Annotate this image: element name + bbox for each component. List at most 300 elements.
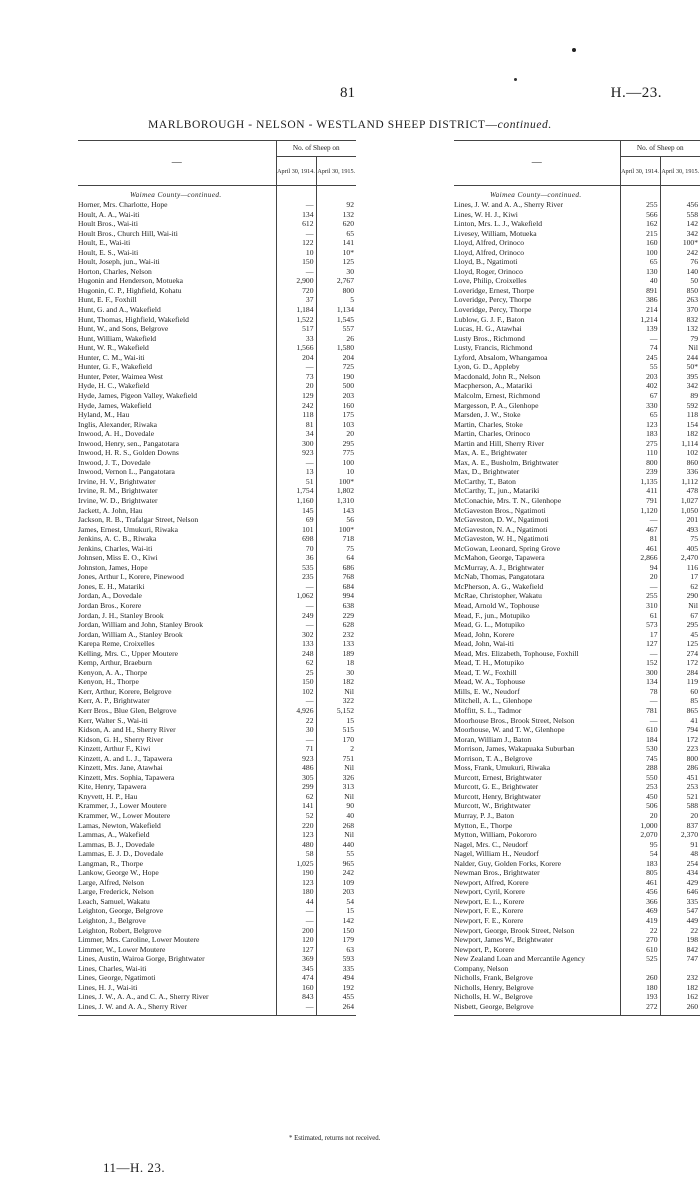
table-row bbox=[78, 267, 356, 277]
sheep-1914-cell: — bbox=[276, 362, 316, 372]
owner-name-cell: Moorhouse Bros., Brook Street, Nelson bbox=[454, 715, 575, 725]
sheep-1914-cell: 127 bbox=[620, 639, 660, 649]
sheep-1914-cell: — bbox=[276, 1002, 316, 1012]
table-row bbox=[78, 744, 356, 754]
sheep-1914-cell: 25 bbox=[276, 668, 316, 678]
owner-name-cell: Nicholls, H. W., Belgrove bbox=[454, 992, 533, 1002]
table-row bbox=[78, 496, 356, 506]
owner-name-cell: Love, Philip, Croixelles bbox=[454, 276, 527, 286]
sheep-1914-cell: 2,070 bbox=[620, 830, 660, 840]
sheep-1915-cell: 64 bbox=[316, 553, 356, 563]
table-row bbox=[78, 534, 356, 544]
table-row bbox=[454, 687, 700, 697]
sheep-1915-cell: 204 bbox=[316, 353, 356, 363]
sheep-1914-cell: 566 bbox=[620, 210, 660, 220]
sheep-1915-cell: 638 bbox=[316, 601, 356, 611]
owner-name-cell: Livesey, William, Motueka bbox=[454, 228, 537, 238]
sheep-1915-cell: 20 bbox=[660, 811, 700, 821]
sheep-1914-cell: 183 bbox=[620, 429, 660, 439]
table-row bbox=[78, 219, 356, 229]
owner-name-cell: Newport, Alfred, Korere bbox=[454, 877, 529, 887]
table-row bbox=[78, 906, 356, 916]
owner-name-cell: Lloyd, Alfred, Orinoco bbox=[454, 247, 525, 257]
table-row bbox=[454, 725, 700, 735]
sheep-1914-cell: 2,866 bbox=[620, 553, 660, 563]
sheep-table-left bbox=[78, 140, 356, 1016]
sheep-table-right bbox=[454, 140, 700, 1016]
owner-name-cell: Lloyd, Roger, Orinoco bbox=[454, 266, 523, 276]
sheep-1915-cell: 842 bbox=[660, 945, 700, 955]
sheep-1915-cell: 646 bbox=[660, 887, 700, 897]
table-row bbox=[78, 668, 356, 678]
table-row bbox=[454, 973, 700, 983]
sheep-1914-cell: 150 bbox=[276, 257, 316, 267]
owner-name-cell: Lamas, Newton, Wakefield bbox=[78, 820, 161, 830]
empty-cell bbox=[316, 1011, 356, 1016]
sheep-1915-cell: 75 bbox=[660, 534, 700, 544]
sheep-1915-cell: 182 bbox=[660, 429, 700, 439]
table-row bbox=[454, 420, 700, 430]
table-row bbox=[454, 639, 700, 649]
owner-name-cell: Moffitt, S. L., Tadmor bbox=[454, 706, 522, 715]
owner-name-cell: Jackson, R. B., Trafalgar Street, Nelson bbox=[78, 515, 199, 525]
table-row bbox=[78, 630, 356, 640]
sheep-1915-cell: 229 bbox=[316, 611, 356, 621]
owner-name-cell: Jordan, J. H., Stanley Brook bbox=[78, 610, 164, 620]
table-row bbox=[454, 782, 700, 792]
table-row bbox=[78, 295, 356, 305]
owner-name-cell: Mead, G. L., Motupiko bbox=[454, 620, 525, 630]
sheep-1914-cell: 1,184 bbox=[276, 305, 316, 315]
sheep-1914-cell: 13 bbox=[276, 467, 316, 477]
sheep-1914-cell: 923 bbox=[276, 754, 316, 764]
sheep-1915-cell: 588 bbox=[660, 801, 700, 811]
name-column-header: — bbox=[78, 141, 276, 186]
sheep-1915-cell: 865 bbox=[660, 706, 700, 716]
sheep-1914-cell: 305 bbox=[276, 773, 316, 783]
sheep-1915-cell: 268 bbox=[316, 821, 356, 831]
sheep-1915-cell: 370 bbox=[660, 305, 700, 315]
table-row bbox=[78, 439, 356, 449]
owner-name-cell: Nagel, Mrs. C., Neudorf bbox=[454, 839, 529, 849]
sheep-1915-cell: 449 bbox=[660, 916, 700, 926]
owner-name-cell: Murcott, G. E., Brightwater bbox=[454, 782, 539, 792]
table-row bbox=[78, 716, 356, 726]
owner-name-cell: Lines, Austin, Wairoa Gorge, Brightwater bbox=[78, 954, 205, 964]
sheep-1914-cell: 55 bbox=[620, 362, 660, 372]
table-row bbox=[454, 754, 700, 764]
owner-name-cell: Kerr, A. P., Brightwater bbox=[78, 696, 150, 706]
table-row bbox=[454, 630, 700, 640]
sheep-1914-cell: 139 bbox=[620, 324, 660, 334]
owner-name-cell: Leighton, J., Belgrove bbox=[78, 916, 146, 926]
sheep-1914-cell: 160 bbox=[276, 983, 316, 993]
sheep-1915-cell: 521 bbox=[660, 792, 700, 802]
owner-name-cell: Langman, R., Thorpe bbox=[78, 858, 144, 868]
empty-cell bbox=[620, 1011, 660, 1016]
table-row bbox=[454, 620, 700, 630]
sheep-1915-cell: 335 bbox=[660, 897, 700, 907]
table-row bbox=[78, 591, 356, 601]
sheep-1914-cell: 805 bbox=[620, 868, 660, 878]
sheep-1915-cell: 201 bbox=[660, 515, 700, 525]
table-row bbox=[78, 601, 356, 611]
table-row bbox=[78, 859, 356, 869]
sheep-1914-cell: 44 bbox=[276, 897, 316, 907]
sheep-1914-cell: 203 bbox=[620, 372, 660, 382]
table-row bbox=[454, 362, 700, 372]
sheep-1914-cell: 200 bbox=[276, 926, 316, 936]
table-row bbox=[78, 887, 356, 897]
empty-cell bbox=[276, 1011, 316, 1016]
sheep-1915-cell: 286 bbox=[660, 763, 700, 773]
owner-name-cell: Kemp, Arthur, Braeburn bbox=[78, 658, 152, 668]
owner-name-cell: Newport, James W., Brightwater bbox=[454, 935, 554, 945]
table-row bbox=[454, 276, 700, 286]
table-row bbox=[78, 563, 356, 573]
sheep-1914-cell: — bbox=[276, 696, 316, 706]
sheep-1914-cell: 272 bbox=[620, 1002, 660, 1012]
table-row bbox=[78, 992, 356, 1002]
sheep-1914-cell: 1,120 bbox=[620, 506, 660, 516]
sheep-1915-cell: 434 bbox=[660, 868, 700, 878]
sheep-1915-cell: 22 bbox=[660, 926, 700, 936]
owner-name-cell: Mills, E. W., Neudorf bbox=[454, 686, 520, 696]
sheep-1915-cell: 50* bbox=[660, 362, 700, 372]
table-row bbox=[454, 439, 700, 449]
table-row bbox=[454, 801, 700, 811]
sheep-1914-cell: 160 bbox=[620, 238, 660, 248]
sheep-1915-cell: 141 bbox=[316, 238, 356, 248]
sheep-1914-cell: 20 bbox=[620, 811, 660, 821]
table-row bbox=[454, 486, 700, 496]
sheep-1914-cell: 36 bbox=[276, 553, 316, 563]
sheep-1914-cell: 530 bbox=[620, 744, 660, 754]
table-row bbox=[454, 572, 700, 582]
owner-name-cell: Lucas, H. G., Atawhai bbox=[454, 324, 522, 334]
table-row bbox=[454, 372, 700, 382]
table-row bbox=[78, 429, 356, 439]
sheep-1914-cell: 239 bbox=[620, 467, 660, 477]
sheep-1914-cell: 71 bbox=[276, 744, 316, 754]
sheep-1914-cell: — bbox=[620, 716, 660, 726]
sheep-1914-cell: 62 bbox=[276, 792, 316, 802]
table-row bbox=[454, 591, 700, 601]
table-row bbox=[454, 601, 700, 611]
owner-name-cell: Lines, Charles, Wai-iti bbox=[78, 963, 147, 973]
owner-name-cell: Jordan, William and John, Stanley Brook bbox=[78, 620, 204, 630]
table-row bbox=[454, 391, 700, 401]
sheep-1915-cell: 837 bbox=[660, 821, 700, 831]
april-1915-header: April 30, 1915. bbox=[316, 157, 356, 186]
table-row bbox=[454, 744, 700, 754]
sheep-1915-cell: 41 bbox=[660, 716, 700, 726]
table-row bbox=[78, 381, 356, 391]
sheep-1914-cell: 610 bbox=[620, 945, 660, 955]
table-row bbox=[454, 668, 700, 678]
sheep-1915-cell: 557 bbox=[316, 324, 356, 334]
table-row bbox=[454, 677, 700, 687]
sheep-1915-cell: 100* bbox=[316, 477, 356, 487]
section-heading: Waimea County—continued. bbox=[489, 190, 582, 199]
owner-name-cell: McMahon, George, Tapawera bbox=[454, 553, 545, 563]
table-row bbox=[454, 916, 700, 926]
sheep-1915-cell: 440 bbox=[316, 840, 356, 850]
table-row bbox=[454, 696, 700, 706]
table-row bbox=[78, 458, 356, 468]
sheep-1915-cell: 254 bbox=[660, 859, 700, 869]
owner-name-cell: Hunter, C. M., Wai-iti bbox=[78, 352, 145, 362]
sheep-1914-cell: 190 bbox=[276, 868, 316, 878]
sheep-1915-cell: 89 bbox=[660, 391, 700, 401]
owner-name-cell: Hyde, James, Pigeon Valley, Wakefield bbox=[78, 390, 198, 400]
sheep-1915-cell: 179 bbox=[316, 935, 356, 945]
sheep-1915-cell: 747 bbox=[660, 954, 700, 964]
owner-name-cell: Max, A. E., Busholm, Brightwater bbox=[454, 457, 559, 467]
owner-name-cell: Martin, Charles, Stoke bbox=[454, 419, 523, 429]
owner-name-cell: Jones, Arthur I., Korere, Pinewood bbox=[78, 572, 184, 582]
sheep-1915-cell: 335 bbox=[316, 964, 356, 974]
sheep-1914-cell: 180 bbox=[276, 887, 316, 897]
table-row bbox=[78, 200, 356, 210]
page-title: MARLBOROUGH - NELSON - WESTLAND SHEEP DISTRICT—continued. bbox=[148, 119, 552, 131]
sheep-1915-cell: 725 bbox=[316, 362, 356, 372]
sheep-1914-cell: — bbox=[620, 515, 660, 525]
sheep-1915-cell: 232 bbox=[316, 630, 356, 640]
sheep-1915-cell: 558 bbox=[660, 210, 700, 220]
table-row bbox=[454, 1002, 700, 1012]
table-row bbox=[78, 467, 356, 477]
sheep-1915-cell: 154 bbox=[660, 420, 700, 430]
sheep-1914-cell: — bbox=[276, 916, 316, 926]
sheep-1915-cell: 455 bbox=[316, 992, 356, 1002]
sheep-1915-cell: 342 bbox=[660, 229, 700, 239]
owner-name-cell: Jones, E. H., Matariki bbox=[78, 581, 145, 591]
table-row bbox=[78, 782, 356, 792]
sheep-1914-cell: 270 bbox=[620, 935, 660, 945]
sheep-1915-cell: 274 bbox=[660, 649, 700, 659]
sheep-1914-cell: 781 bbox=[620, 706, 660, 716]
sheep-1914-cell: 10 bbox=[276, 248, 316, 258]
sheep-1914-cell: 386 bbox=[620, 295, 660, 305]
owner-name-cell: Max, A. E., Brightwater bbox=[454, 448, 528, 458]
sheep-1915-cell: 260 bbox=[660, 1002, 700, 1012]
sheep-1915-cell: 244 bbox=[660, 353, 700, 363]
sheep-1915-cell: 994 bbox=[316, 591, 356, 601]
table-row bbox=[454, 792, 700, 802]
sheep-1915-cell: 203 bbox=[316, 391, 356, 401]
sheep-1915-cell: 800 bbox=[316, 286, 356, 296]
sheep-1914-cell: 58 bbox=[276, 849, 316, 859]
sheep-1914-cell: 1,522 bbox=[276, 315, 316, 325]
sheep-1914-cell: 242 bbox=[276, 400, 316, 410]
table-row bbox=[454, 477, 700, 487]
owner-name-cell: Krammer, W., Lower Moutere bbox=[78, 811, 171, 821]
sheep-1914-cell: 62 bbox=[276, 658, 316, 668]
owner-name-cell: Lyon, G. D., Appleby bbox=[454, 362, 520, 372]
sheep-1915-cell: 102 bbox=[660, 448, 700, 458]
sheep-1915-cell: 429 bbox=[660, 878, 700, 888]
sheep-1914-cell: 215 bbox=[620, 229, 660, 239]
owner-name-cell: Martin and Hill, Sherry River bbox=[454, 438, 545, 448]
sheep-1915-cell: 18 bbox=[316, 658, 356, 668]
owner-name-cell: Newport, P., Korere bbox=[454, 944, 515, 954]
sheep-1915-cell: 103 bbox=[316, 420, 356, 430]
sheep-1915-cell: 336 bbox=[660, 467, 700, 477]
sheep-1914-cell: 249 bbox=[276, 611, 316, 621]
owner-name-cell: Lammas, A., Wakefield bbox=[78, 830, 150, 840]
table-row bbox=[454, 219, 700, 229]
table-row bbox=[78, 448, 356, 458]
owner-name-cell: Lankow, George W., Hope bbox=[78, 868, 159, 878]
owner-name-cell: Hugonin and Henderson, Motueka bbox=[78, 276, 184, 286]
owner-name-cell: Newport, F. E., Korere bbox=[454, 916, 524, 926]
sheep-1914-cell: 180 bbox=[620, 983, 660, 993]
table-row bbox=[454, 763, 700, 773]
table-row bbox=[78, 849, 356, 859]
sheep-1914-cell: — bbox=[620, 649, 660, 659]
sheep-1914-cell: 253 bbox=[620, 782, 660, 792]
owner-name-cell: Loveridge, Percy, Thorpe bbox=[454, 295, 532, 305]
table-row bbox=[454, 257, 700, 267]
sheep-1915-cell: 30 bbox=[316, 267, 356, 277]
owner-name-cell: Nicholls, Frank, Belgrove bbox=[454, 973, 533, 983]
owner-name-cell: Kenyon, A. A., Thorpe bbox=[78, 667, 148, 677]
table-row bbox=[78, 257, 356, 267]
table-row bbox=[454, 544, 700, 554]
owner-name-cell: Kerr Bros., Blue Glen, Belgrove bbox=[78, 706, 177, 715]
page-number: 81 bbox=[340, 85, 355, 101]
page-footer: 11—H. 23. bbox=[103, 1160, 166, 1175]
owner-name-cell: Murcott, Ernest, Brightwater bbox=[454, 772, 542, 782]
sheep-1914-cell: 535 bbox=[276, 563, 316, 573]
owner-name-cell: Large, Alfred, Nelson bbox=[78, 877, 145, 887]
ink-dot bbox=[514, 78, 517, 81]
sheep-1914-cell: 461 bbox=[620, 878, 660, 888]
sheep-1915-cell: 253 bbox=[660, 782, 700, 792]
owner-name-cell: Moss, Frank, Umukuri, Riwaka bbox=[454, 763, 551, 773]
sheep-1914-cell: 474 bbox=[276, 973, 316, 983]
sheep-1914-cell: 450 bbox=[620, 792, 660, 802]
sheep-1915-cell: 768 bbox=[316, 572, 356, 582]
sheep-1915-cell: 40 bbox=[316, 811, 356, 821]
sheep-1914-cell: 183 bbox=[620, 859, 660, 869]
sheep-1914-cell: 245 bbox=[620, 353, 660, 363]
table-row bbox=[78, 515, 356, 525]
sheep-1914-cell: 330 bbox=[620, 400, 660, 410]
owner-name-cell: Kelling, Mrs. C., Upper Moutere bbox=[78, 648, 178, 658]
sheep-1914-cell: 486 bbox=[276, 763, 316, 773]
sheep-1914-cell: 299 bbox=[276, 782, 316, 792]
sheep-1915-cell: 63 bbox=[316, 945, 356, 955]
sheep-1915-cell: 15 bbox=[316, 716, 356, 726]
table-row bbox=[78, 735, 356, 745]
owner-name-cell: Horner, Mrs. Charlotte, Hope bbox=[78, 200, 168, 210]
sheep-1914-cell: 145 bbox=[276, 506, 316, 516]
table-row bbox=[78, 276, 356, 286]
sheep-1914-cell: 745 bbox=[620, 754, 660, 764]
sheep-1915-cell: 90 bbox=[316, 801, 356, 811]
sheep-1914-cell: 94 bbox=[620, 563, 660, 573]
sheep-1914-cell: 302 bbox=[276, 630, 316, 640]
table-row bbox=[78, 620, 356, 630]
table-row bbox=[454, 563, 700, 573]
no-of-sheep-header: No. of Sheep on bbox=[620, 141, 700, 157]
sheep-1915-cell: 456 bbox=[660, 200, 700, 210]
table-row bbox=[454, 821, 700, 831]
table-row bbox=[78, 477, 356, 487]
table-row bbox=[78, 525, 356, 535]
owner-name-cell: Hunt, E. F., Foxhill bbox=[78, 295, 137, 305]
sheep-1914-cell: 118 bbox=[276, 410, 316, 420]
owner-name-cell: McGaveston Bros., Ngatimoti bbox=[454, 505, 546, 515]
sheep-1914-cell: 402 bbox=[620, 381, 660, 391]
sheep-1914-cell: 95 bbox=[620, 840, 660, 850]
owner-name-cell: McPherson, A. G., Wakefield bbox=[454, 581, 544, 591]
sheep-1915-cell: 133 bbox=[316, 639, 356, 649]
sheep-1914-cell: 74 bbox=[620, 343, 660, 353]
sheep-1914-cell: 366 bbox=[620, 897, 660, 907]
section-row bbox=[454, 186, 700, 201]
sheep-1915-cell: 628 bbox=[316, 620, 356, 630]
table-row bbox=[454, 267, 700, 277]
table-row bbox=[78, 362, 356, 372]
table-row bbox=[78, 229, 356, 239]
owner-name-cell: Hunt, G. and A., Wakefield bbox=[78, 305, 161, 315]
table-row bbox=[454, 830, 700, 840]
section-heading: Waimea County—continued. bbox=[129, 190, 222, 199]
sheep-1914-cell: 480 bbox=[276, 840, 316, 850]
sheep-1915-cell: 75 bbox=[316, 544, 356, 554]
sheep-1915-cell: 1,580 bbox=[316, 343, 356, 353]
sheep-1915-cell: 242 bbox=[660, 248, 700, 258]
sheep-1914-cell: — bbox=[276, 200, 316, 210]
table-row bbox=[78, 553, 356, 563]
sheep-1915-cell: 326 bbox=[316, 773, 356, 783]
sheep-1915-cell: 109 bbox=[316, 878, 356, 888]
sheep-1914-cell: — bbox=[276, 620, 316, 630]
sheep-1914-cell: 791 bbox=[620, 496, 660, 506]
table-row bbox=[454, 315, 700, 325]
name-column-header: — bbox=[454, 141, 620, 186]
owner-name-cell: Kidson, A. and H., Sherry River bbox=[78, 725, 176, 735]
table-row bbox=[78, 324, 356, 334]
sheep-1915-cell: 547 bbox=[660, 906, 700, 916]
sheep-1915-cell: 295 bbox=[660, 620, 700, 630]
owner-name-cell: Johnston, James, Hope bbox=[78, 562, 148, 572]
owner-name-cell: Moran, William J., Baton bbox=[454, 734, 532, 744]
owner-name-cell: Inwood, Henry, sen., Pangatotara bbox=[78, 438, 179, 448]
table-row bbox=[454, 305, 700, 315]
sheep-1914-cell: 110 bbox=[620, 448, 660, 458]
sheep-1914-cell: 419 bbox=[620, 916, 660, 926]
table-row bbox=[78, 334, 356, 344]
sheep-1914-cell: 123 bbox=[620, 420, 660, 430]
empty-cell bbox=[660, 186, 700, 201]
sheep-1914-cell: 467 bbox=[620, 525, 660, 535]
table-row bbox=[454, 926, 700, 936]
owner-name-cell: Moorhouse, W. and T. W., Glenhope bbox=[454, 725, 565, 735]
table-row bbox=[454, 935, 700, 945]
owner-name-cell: Inwood, A. H., Dovedale bbox=[78, 429, 155, 439]
sheep-1914-cell: 134 bbox=[620, 677, 660, 687]
sheep-1914-cell: — bbox=[620, 582, 660, 592]
table-row bbox=[454, 582, 700, 592]
owner-name-cell: Morrison, T. A., Belgrove bbox=[454, 753, 533, 763]
table-row bbox=[454, 553, 700, 563]
sheep-1915-cell: 405 bbox=[660, 544, 700, 554]
table-row bbox=[78, 391, 356, 401]
